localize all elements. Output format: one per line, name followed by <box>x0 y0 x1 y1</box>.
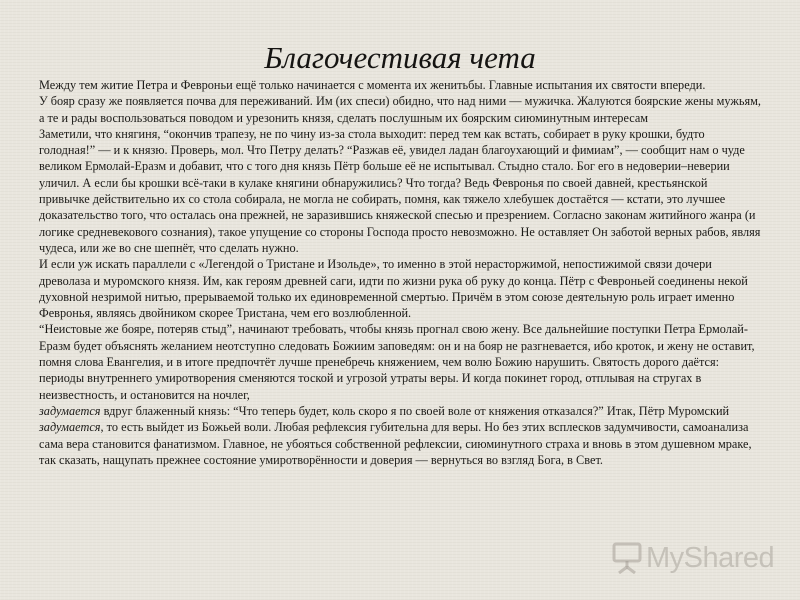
slide-title: Благочестивая чета <box>264 40 536 75</box>
paragraph-6-text-a: вдруг блаженный князь: “Что теперь будет, коль скоро я по своей воле от княжения отказался?” Итак, Пётр Муромский <box>100 403 730 418</box>
presentation-icon <box>612 542 642 574</box>
watermark-text: MyShared <box>646 541 775 574</box>
paragraph-5: “Неистовые же бояре, потеряв стыд”, начинают требовать, чтобы князь прогнал свою жену. Все дальнейшие поступки Петра Ермолай-Еразм будет объяснять желанием неотступно следовать Божиим заповедям: он и на бояр не разгневается, ибо кроток, и жену не оставит, помня слова Евангелия, и в итоге предпочтёт лучше пренебречь княжением, чем волю Божию нарушить. Святость дорого даётся: периоды внутреннего умиротворения сменяются тоской и угрозой утраты веры. И когда покинет город, отплывая на стругах в неизвестность, и остановится на ночлег, <box>39 322 755 402</box>
italic-word: задумается <box>39 420 101 435</box>
slide-body <box>39 77 761 468</box>
paragraph-6 <box>39 403 761 468</box>
paragraph-3: Заметили, что княгиня, “окончив трапезу, не по чину из-за стола выходит: перед тем как встать, собирает в руку крошки, будто голодная!” — и к князю. Проверь, мол. Что Петру делать? “Разжав её, увидел ладан благоухающий и фимиам”, — сообщит нам о чуде великом Ермолай-Еразм и добавит, что с того дня князь Пётр больше её не испытывал. Стыдно стало. Бог его в недоверии–неверии уличил. А если бы крошки всё-таки в кулаке княгини обнаружились? Что тогда? Ведь Февронья по своей давней, крестьянской привычке действительно их со стола собирала, не могла не собирать, помня, как тяжело хлебушек достаётся — кстати, это лучшее доказательство того, что осталась она прежней, не заразившись княжеской спесью и презрением. Согласно законам житийного жанра (и логике средневекового сознания), такое упущение со стороны Господа просто невозможно. Не оставляет Он заботой верных рабов, являя чудеса, или же во сне шепнёт, что сделать нужно. <box>39 126 761 255</box>
myshared-watermark <box>612 538 774 578</box>
paragraph-2: У бояр сразу же появляется почва для переживаний. Им (их спеси) обидно, что над ними — мужичка. Жалуются боярские жены мужьям, а те и рады воспользоваться поводом и урезонить князя, сделать послушным их боярским сиюминутным интересам <box>39 94 762 125</box>
italic-word: задумается <box>39 403 101 418</box>
paragraph-1: Между тем житие Петра и Февроньи ещё только начинается с момента их женитьбы. Главные испытания их святости впереди. <box>39 78 706 92</box>
paragraph-6-text-b: , то есть выйдет из Божьей воли. Любая рефлексия губительна для веры. Но без этих всплесков задумчивости, самоанализа сама вера становится фанатизмом. Главное, не убояться собственной рефлексии, сиюминутного страха и вновь в этом душевном мраке, так сказать, нащупать прежнее состояние умиротворённости и доверия — вернуться во взгляд Бога, в Свет. <box>39 420 752 467</box>
paragraph-4: И если уж искать параллели с «Легендой о Тристане и Изольде», то именно в этой нерасторжимой, непостижимой связи дочери древолаза и муромского князя. Им, как героям древней саги, идти по жизни рука об руку до конца. Пётр с Февроньей соединены некой духовной незримой нитью, прерываемой только их единовременной смертью. Причём в этом союзе деятельную роль играет именно Февронья, являясь двойником скорее Тристана, чем его возлюбленной. <box>39 257 748 321</box>
